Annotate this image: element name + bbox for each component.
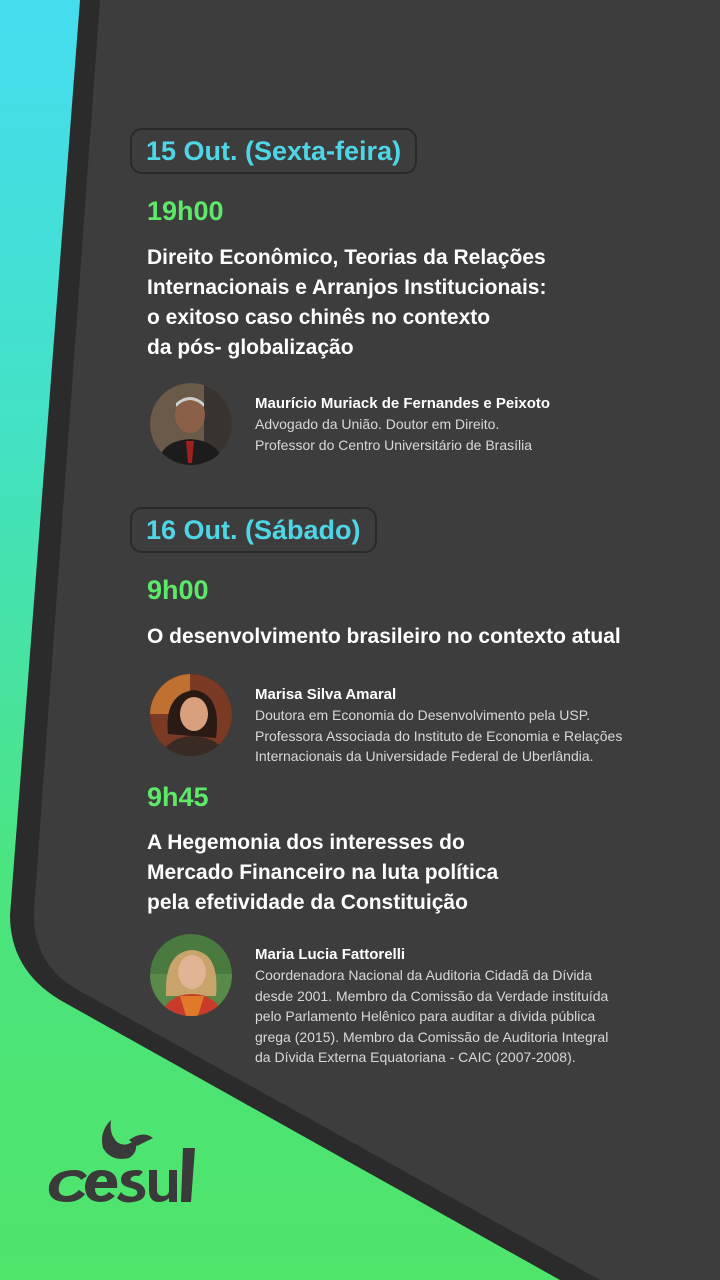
speaker-bio-line: desde 2001. Membro da Comissão da Verdade instituída — [255, 987, 609, 1004]
speaker-bio — [255, 705, 715, 767]
speaker-bio — [255, 414, 715, 455]
speaker-bio-line: Professor do Centro Universitário de Brasília — [255, 436, 533, 453]
speaker-name: Maria Lucia Fattorelli — [255, 946, 406, 963]
session-time: 9h00 — [147, 575, 209, 605]
session-title-line: pela efetividade da Constituição — [147, 891, 468, 914]
speaker-avatar — [150, 383, 232, 465]
speaker-name: Marisa Silva Amaral — [255, 686, 397, 703]
session-time: 19h00 — [147, 196, 224, 226]
speaker-bio-line: Doutora em Economia do Desenvolvimento pela USP. — [255, 707, 591, 723]
speaker-bio — [255, 965, 715, 1068]
session-title-line: Direito Econômico, Teorias da Relações — [147, 246, 546, 269]
session-title — [147, 243, 707, 363]
speaker-avatar — [150, 674, 232, 756]
session-title — [147, 622, 707, 652]
session-title-line: O desenvolvimento brasileiro no contexto atual — [147, 625, 621, 648]
speaker-bio-line: Coordenadora Nacional da Auditoria Cidadã da Dívida — [255, 967, 592, 983]
session-title-line: A Hegemonia dos interesses do — [147, 831, 465, 854]
session-time: 9h45 — [147, 782, 209, 812]
session-title-line: Mercado Financeiro na luta política — [147, 861, 499, 884]
speaker-bio-line: grega (2015). Membro da Comissão de Auditoria Integral — [255, 1028, 609, 1045]
session-title-line: o exitoso caso chinês no contexto — [147, 306, 491, 329]
speaker-avatar — [150, 934, 232, 1016]
speaker-bio-line: Professora Associada do Instituto de Economia e Relações — [255, 727, 623, 744]
date-label-day-2: 16 Out. (Sábado) — [130, 507, 377, 553]
session-title-line: Internacionais e Arranjos Institucionais: — [147, 276, 547, 299]
speaker-name: Maurício Muriack de Fernandes e Peixoto — [255, 395, 551, 412]
speaker-bio-line: pelo Parlamento Helênico para auditar a dívida pública — [255, 1008, 596, 1024]
speaker-bio-line: Advogado da União. Doutor em Direito. — [255, 416, 500, 432]
date-label-day-1: 15 Out. (Sexta-feira) — [130, 128, 417, 174]
speaker-bio-line: da Dívida Externa Equatoriana - CAIC (2007-2008). — [255, 1049, 576, 1065]
session-title-line: da pós- globalização — [147, 336, 354, 359]
speaker-bio-line: Internacionais da Universidade Federal de Uberlândia. — [255, 748, 594, 764]
cesul-logo-icon — [45, 1118, 205, 1210]
session-title — [147, 828, 707, 918]
